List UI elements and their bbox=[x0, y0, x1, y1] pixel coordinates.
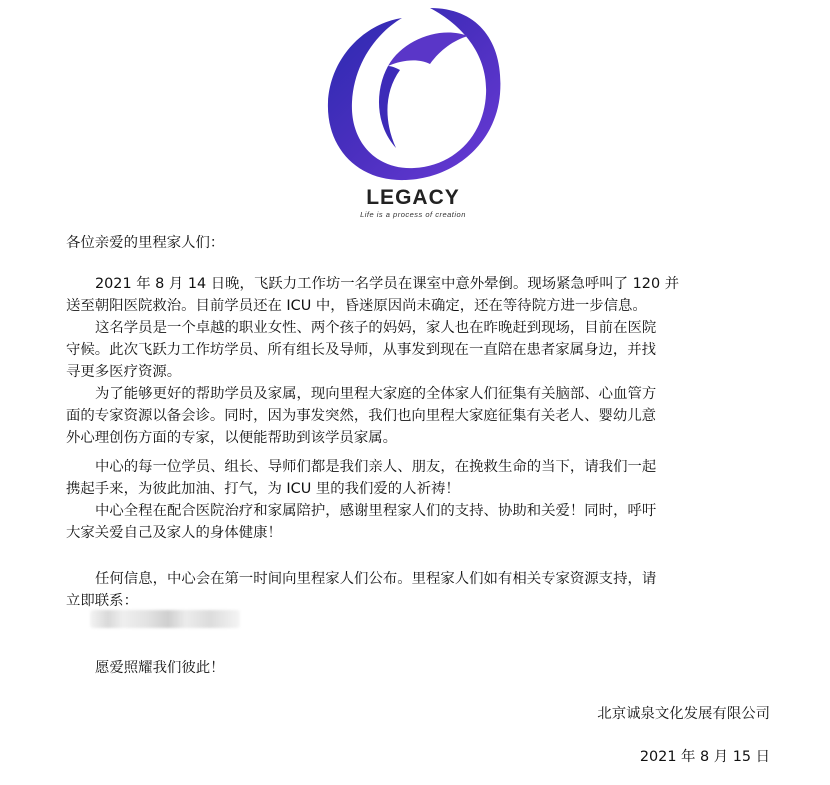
paragraph-line: 寻更多医疗资源。 bbox=[66, 364, 182, 380]
paragraph-line: 立即联系： bbox=[66, 593, 138, 609]
paragraph-support bbox=[66, 456, 756, 500]
brand-tagline: Life is a process of creation bbox=[360, 210, 466, 219]
paragraph-line: 大家关爱自己及家人的身体健康！ bbox=[66, 525, 282, 541]
legacy-swirl-icon bbox=[318, 2, 508, 192]
legacy-logo bbox=[318, 2, 508, 222]
redacted-contact-info bbox=[90, 610, 240, 628]
paragraph-line: 携起手来，为彼此加油、打气，为 ICU 里的我们爱的人祈祷！ bbox=[66, 481, 460, 497]
brand-name: LEGACY bbox=[366, 186, 460, 209]
paragraph-line: 任何信息，中心会在第一时间向里程家人们公布。里程家人们如有相关专家资源支持，请 bbox=[95, 571, 657, 587]
paragraph-line: 守候。此次飞跃力工作坊学员、所有组长及导师，从事发到现在一直陪在患者家属身边，并找 bbox=[66, 342, 657, 358]
paragraph-family bbox=[66, 317, 756, 383]
closing-line: 愿爱照耀我们彼此！ bbox=[95, 660, 225, 676]
paragraph-line: 这名学员是一个卓越的职业女性、两个孩子的妈妈，家人也在昨晚赶到现场，目前在医院 bbox=[95, 320, 657, 336]
paragraph-line: 2021 年 8 月 14 日晚，飞跃力工作坊一名学员在课室中意外晕倒。现场紧急呼叫了 120 并 bbox=[95, 276, 680, 292]
paragraph-contact bbox=[66, 568, 756, 612]
paragraph-line: 送至朝阳医院救治。目前学员还在 ICU 中，昏迷原因尚未确定，还在等待院方进一步信息。 bbox=[66, 298, 647, 314]
paragraph-line: 中心全程在配合医院治疗和家属陪护，感谢里程家人们的支持、协助和关爱！同时，呼吁 bbox=[95, 503, 657, 519]
greeting: 各位亲爱的里程家人们： bbox=[66, 235, 225, 251]
paragraph-line: 面的专家资源以备会诊。同时，因为事发突然，我们也向里程大家庭征集有关老人、婴幼儿意 bbox=[66, 408, 657, 424]
paragraph-incident bbox=[66, 273, 756, 317]
paragraph-expert-request bbox=[66, 383, 756, 449]
signature: 北京诚泉文化发展有限公司 bbox=[597, 706, 770, 722]
letter-date: 2021 年 8 月 15 日 bbox=[639, 749, 770, 765]
paragraph-line: 外心理创伤方面的专家，以便能帮助到该学员家属。 bbox=[66, 430, 397, 446]
paragraph-thanks bbox=[66, 500, 756, 544]
paragraph-line: 为了能够更好的帮助学员及家属，现向里程大家庭的全体家人们征集有关脑部、心血管方 bbox=[95, 386, 657, 402]
paragraph-line: 中心的每一位学员、组长、导师们都是我们亲人、朋友，在挽救生命的当下，请我们一起 bbox=[95, 459, 657, 475]
